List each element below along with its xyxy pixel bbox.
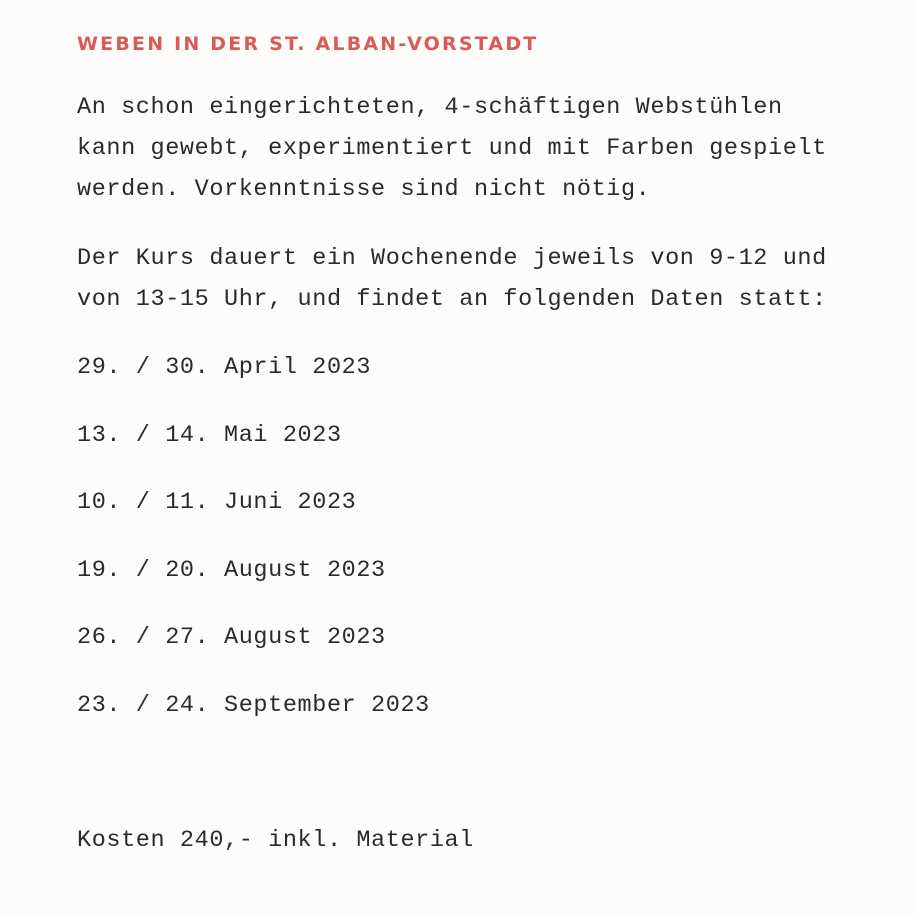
intro-line-3: werden. Vorkenntnisse sind nicht nötig. [77, 176, 651, 203]
cost-text: Kosten 240,- inkl. Material [77, 827, 474, 854]
page-title: WEBEN IN DER ST. ALBAN-VORSTADT [77, 33, 539, 55]
date-item: 29. / 30. April 2023 [77, 354, 372, 381]
date-item: 19. / 20. August 2023 [77, 557, 386, 584]
schedule-line-2: von 13-15 Uhr, und findet an folgenden Daten statt: [77, 286, 827, 313]
date-item: 26. / 27. August 2023 [77, 624, 386, 651]
intro-line-2: kann gewebt, experimentiert und mit Farben gespielt [77, 135, 827, 162]
date-item: 10. / 11. Juni 2023 [77, 489, 357, 516]
intro-line-1: An schon eingerichteten, 4-schäftigen Webstühlen [77, 94, 783, 121]
date-item: 13. / 14. Mai 2023 [77, 422, 342, 449]
date-item: 23. / 24. September 2023 [77, 692, 430, 719]
schedule-line-1: Der Kurs dauert ein Wochenende jeweils von 9-12 und [77, 245, 827, 272]
